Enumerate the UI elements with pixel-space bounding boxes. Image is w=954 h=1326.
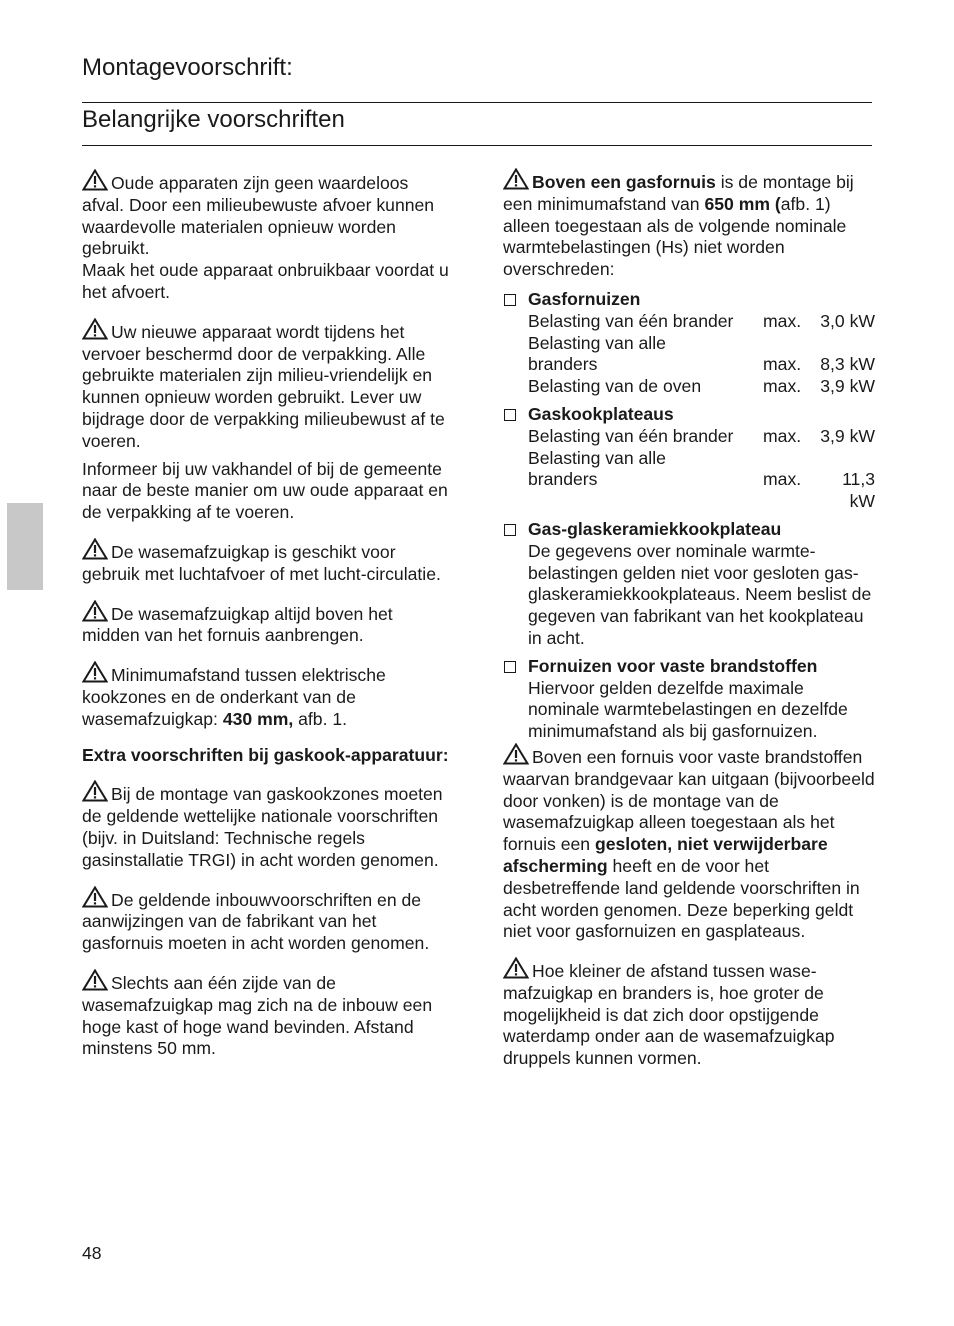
spec-row: Belasting van één brander max. 3,0 kW bbox=[528, 310, 875, 331]
warning-min-distance-electric: Minimumafstand tussen elektrische kookzones en de onderkant van de wasemafzuigkap: 430 mm, afb. 1. bbox=[82, 661, 452, 730]
warning-triangle-icon bbox=[82, 969, 108, 991]
warning-triangle-icon bbox=[82, 780, 108, 802]
warning-triangle-icon bbox=[82, 169, 108, 191]
list-item-gas-stoves: Gasfornuizen Belasting van één brander max. 3,0 kW Belasting van alle branders max. 8,3 kW Belasting van de oven max. 3,9 kW bbox=[503, 289, 875, 398]
spec-row: branders max. 8,3 kW bbox=[528, 354, 875, 375]
warning-installation-instructions: De geldende inbouwvoorschriften en de aanwijzingen van de fabrikant van het gasfornuis moeten in acht worden genomen. bbox=[82, 886, 452, 955]
warning-gas-stove-distance: Boven een gasfornuis is de montage bij een minimumafstand van 650 mm (afb. 1) alleen toegestaan als de volgende nominale warmtebelastingen (Hs) niet worden overschreden: bbox=[503, 168, 875, 281]
spec-row: branders max. 11,3 kW bbox=[528, 469, 875, 512]
load-limits-list bbox=[503, 289, 875, 743]
warning-centering: De wasemafzuigkap altijd boven het midden van het fornuis aanbrengen. bbox=[82, 600, 452, 648]
list-item-solid-fuel: Fornuizen voor vaste brandstoffen Hiervoor gelden dezelfde maximale nominale warmtebelastingen en dezelfde minimumafstand als bij gasfornuizen. bbox=[503, 656, 875, 743]
warning-suitability: De wasemafzuigkap is geschikt voor gebruik met luchtafvoer of met lucht-circulatie. bbox=[82, 538, 452, 586]
warning-triangle-icon bbox=[503, 743, 529, 765]
disposal-info: Informeer bij uw vakhandel of bij de gemeente naar de beste manier om uw oude apparaat en de verpakking af te voeren. bbox=[82, 458, 448, 523]
warning-triangle-icon bbox=[82, 318, 108, 340]
checkbox-bullet-icon bbox=[504, 409, 516, 421]
spec-row: Belasting van de oven max. 3,9 kW bbox=[528, 376, 875, 397]
warning-high-cabinet: Slechts aan één zijde van de wasemafzuigkap mag zich na de inbouw een hoge kast of hoge wand bevinden. Afstand minstens 50 mm. bbox=[82, 969, 452, 1060]
warning-triangle-icon bbox=[82, 538, 108, 560]
warning-packaging: Uw nieuwe apparaat wordt tijdens het vervoer beschermd door de verpakking. Alle gebruikte materialen zijn milieu-vriendelijk en kunnen opnieuw worden gebruikt. Lever uw bijdrage door de verpakking milieubewust af te voeren. bbox=[82, 318, 452, 453]
gas-subheading: Extra voorschriften bij gaskook-apparatuur: bbox=[82, 744, 449, 765]
section-title: Belangrijke voorschriften bbox=[82, 106, 345, 133]
right-column bbox=[503, 168, 875, 1070]
list-item-gas-hobs: Gaskookplateaus Belasting van één brander max. 3,9 kW Belasting van alle branders max. 11,3 kW bbox=[503, 404, 875, 513]
warning-triangle-icon bbox=[82, 886, 108, 908]
title-rule bbox=[82, 102, 872, 103]
checkbox-bullet-icon bbox=[504, 661, 516, 673]
section-rule bbox=[82, 145, 872, 146]
warning-triangle-icon bbox=[503, 168, 529, 190]
warning-gas-regulations: Bij de montage van gaskookzones moeten de geldende wettelijke nationale voorschriften (bijv. in Duitsland: Technische regels gasinstallatie TRGI) in acht worden genomen. bbox=[82, 780, 452, 871]
checkbox-bullet-icon bbox=[504, 294, 516, 306]
warning-triangle-icon bbox=[503, 957, 529, 979]
warning-triangle-icon bbox=[82, 600, 108, 622]
checkbox-bullet-icon bbox=[504, 524, 516, 536]
warning-triangle-icon bbox=[82, 661, 108, 683]
page-number: 48 bbox=[82, 1243, 102, 1263]
list-item-glass-ceramic: Gas-glaskeramiekkookplateau De gegevens over nominale warmte-belastingen gelden niet voor gesloten gas-glaskeramiekkookplateaus. Neem beslist de gegeven van fabrikant van het kookplateau in acht. bbox=[503, 519, 875, 650]
language-tab-marker bbox=[7, 503, 43, 590]
warning-solid-fuel-stove: Boven een fornuis voor vaste brandstoffen waarvan brandgevaar kan uitgaan (bijvoorbeeld door vonken) is de montage van de wasemafzuigkap alleen toegestaan als het fornuis een gesloten, niet verwijderbare afscherming heeft en de voor het desbetreffende land geldende voorschriften in acht worden genomen. Deze beperking geldt niet voor gasfornuizen en gasplateaus. bbox=[503, 743, 875, 943]
warning-condensation: Hoe kleiner de afstand tussen wase-mafzuigkap en branders is, hoe groter de mogelijkheid is dat zich door opstijgende waterdamp onder aan de wasemafzuigkap druppels kunnen vormen. bbox=[503, 957, 875, 1070]
warning-old-appliances: Oude apparaten zijn geen waardeloos afval. Door een milieubewuste afvoer kunnen waardevolle materialen opnieuw worden gebruikt. Maak het oude apparaat onbruikbaar voordat u het afvoert. bbox=[82, 169, 452, 304]
left-column bbox=[82, 169, 452, 1060]
spec-row: Belasting van één brander max. 3,9 kW bbox=[528, 425, 875, 446]
page-title: Montagevoorschrift: bbox=[82, 54, 293, 81]
